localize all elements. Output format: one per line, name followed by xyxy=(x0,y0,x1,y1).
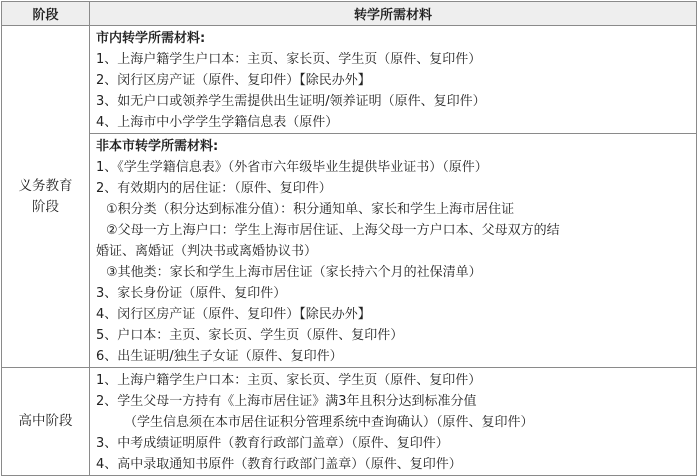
list-item: 6、出生证明/独生子女证（原件、复印件） xyxy=(96,349,343,364)
outside-section-title: 非本市转学所需材料: xyxy=(96,139,219,154)
city-section-title: 市内转学所需材料: xyxy=(96,31,206,46)
list-item: 4、闵行区房产证（原件、复印件）【除民办外】 xyxy=(96,307,371,322)
high-school-materials-cell xyxy=(90,368,697,476)
list-item: 4、高中录取通知书原件（教育行政部门盖章）（原件、复印件） xyxy=(96,457,462,472)
header-materials: 转学所需材料 xyxy=(90,2,697,26)
list-item: 2、闵行区房产证（原件、复印件）【除民办外】 xyxy=(96,73,371,88)
list-item: 3、家长身份证（原件、复印件） xyxy=(96,286,287,301)
list-item: 1、上海户籍学生户口本：主页、家长页、学生页（原件、复印件） xyxy=(96,52,482,67)
list-item: 3、如无户口或领养学生需提供出生证明/领养证明（原件、复印件） xyxy=(96,94,486,109)
list-subitem-continued: 婚证、离婚证（判决书或离婚协议书） xyxy=(96,244,318,259)
stage-compulsory-line-1: 义务教育 xyxy=(18,177,73,194)
list-subitem: ②父母一方上海户口：学生上海市居住证、上海父母一方户口本、父母双方的结 xyxy=(106,223,560,238)
list-subitem: ③其他类：家长和学生上海市居住证（家长持六个月的社保清单） xyxy=(106,265,482,280)
table-row xyxy=(2,134,697,368)
list-item: 3、中考成绩证明原件（教育行政部门盖章）（原件、复印件） xyxy=(96,436,449,451)
list-item: 1、上海户籍学生户口本：主页、家长页、学生页（原件、复印件） xyxy=(96,373,482,388)
table-header-row xyxy=(2,2,697,26)
table-row xyxy=(2,368,697,476)
list-item: 5、户口本：主页、家长页、学生页（原件、复印件） xyxy=(96,328,404,343)
stage-compulsory xyxy=(2,26,90,368)
city-materials-cell xyxy=(90,26,697,134)
outside-materials-cell xyxy=(90,134,697,368)
list-item: 2、有效期内的居住证：（原件、复印件） xyxy=(96,181,332,196)
list-subitem: ①积分类（积分达到标准分值）：积分通知单、家长和学生上海市居住证 xyxy=(106,202,515,217)
stage-high-school: 高中阶段 xyxy=(2,368,90,476)
table-row xyxy=(2,26,697,134)
transfer-materials-table xyxy=(1,1,697,476)
header-stage: 阶段 xyxy=(2,2,90,26)
list-item: 1、《学生学籍信息表》（外省市六年级毕业生提供毕业证书）（原件） xyxy=(96,160,488,175)
stage-compulsory-line-2: 阶段 xyxy=(32,198,59,215)
list-item: 2、学生父母一方持有《上海市居住证》满3年且积分达到标准分值 xyxy=(96,394,477,409)
list-item-continued: （学生信息须在本市居住证积分管理系统中查询确认）（原件、复印件） xyxy=(124,415,534,430)
list-item: 4、上海市中小学学生学籍信息表（原件） xyxy=(96,115,339,130)
